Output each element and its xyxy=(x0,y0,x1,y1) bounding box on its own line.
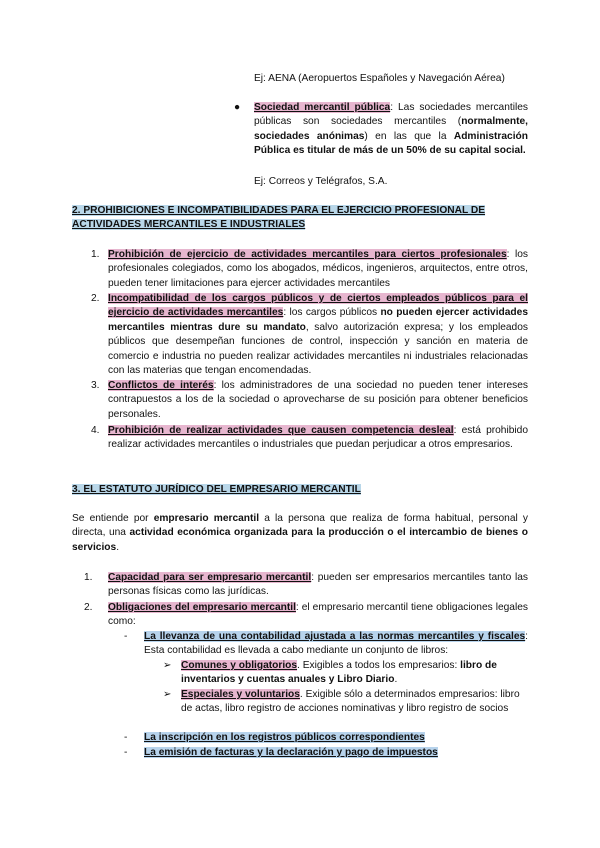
section-3-heading xyxy=(72,483,528,497)
sociedad-mercantil-publica-paragraph xyxy=(254,101,528,159)
item-text-2: , salvo autorización expresa; y los empleados públicos que desempeñan funciones de control, inspección y sanción en materia de comercio e industria no pueden realizar actividades mercantiles ni industriales relacionadas con las materias que tengan encomendadas. xyxy=(108,321,528,377)
sub-item-title: La emisión de facturas y la declaración y pago de impuestos xyxy=(144,747,438,758)
sub-item-text: : Esta contabilidad es llevada a cabo mediante un conjunto de libros: xyxy=(144,631,528,657)
section-2-heading xyxy=(72,204,528,232)
item-number: 2. xyxy=(84,602,93,613)
sub-item-facturas xyxy=(144,746,528,760)
item-number: 3. xyxy=(91,380,100,391)
arrow-item-text: . Exigible sólo a determinados empresarios: libro de actas, libro registro de acciones nominativas y libro registro de socios xyxy=(181,689,520,715)
arrow-item-especiales xyxy=(181,688,528,717)
sub-item-title: La llevanza de una contabilidad ajustada a las normas mercantiles y fiscales xyxy=(144,631,526,642)
spm-title: Sociedad mercantil pública xyxy=(254,102,391,113)
sub-item-contabilidad xyxy=(144,630,528,659)
spm-bold-2: Administración Pública es titular de más de un 50% de su capital social. xyxy=(254,130,528,157)
dash-marker: - xyxy=(124,631,128,642)
intro-bold: empresario mercantil xyxy=(153,513,260,524)
item-title: Obligaciones del empresario mercantil xyxy=(108,602,296,613)
item-text: : el empresario mercantil tiene obligaciones legales como: xyxy=(108,602,528,628)
example-aena: Ej: AENA (Aeropuertos Españoles y Navegación Aérea) xyxy=(254,73,505,84)
item-text: : está prohibido realizar actividades mercantiles o industriales que puedan perjudicar a otros empresarios. xyxy=(108,425,528,451)
spm-text-2: ) en las que la xyxy=(364,130,454,142)
intro-end: . xyxy=(116,541,120,553)
item-title: Capacidad para ser empresario mercantil xyxy=(108,572,312,583)
sub-item-title: La inscripción en los registros públicos correspondientes xyxy=(144,732,425,743)
arrow-item-text: . Exigibles a todos los empresarios: xyxy=(297,660,461,671)
arrow-item-comunes xyxy=(181,659,528,688)
item-number: 4. xyxy=(91,425,100,436)
arrow-icon: ➢ xyxy=(163,689,172,700)
bullet-icon: ● xyxy=(234,102,241,113)
item-title: Prohibición de ejercicio de actividades mercantiles para ciertos profesionales xyxy=(108,249,507,260)
arrow-icon: ➢ xyxy=(163,660,172,671)
item-text: : pueden ser empresarios mercantiles tanto las personas físicas como las jurídicas. xyxy=(108,572,528,598)
list-item-capacidad xyxy=(108,571,528,600)
spm-bold: normalmente, sociedades anónimas xyxy=(254,116,528,142)
intro-bold-2: actividad económica organizada para la producción o el intercambio de bienes o servicios xyxy=(72,527,528,553)
list-item-obligaciones xyxy=(108,601,528,630)
arrow-item-bold: libro de inventarios y cuentas anuales y Libro Diario xyxy=(181,660,497,686)
list-item-conflictos xyxy=(108,379,528,422)
section-3-intro xyxy=(72,512,528,555)
list-item-competencia-desleal xyxy=(108,424,528,453)
item-text: : los cargos públicos xyxy=(283,307,381,319)
item-text: : los profesionales colegiados, como los abogados, médicos, ingenieros, arquitectos, entre otros, pueden tener limitaciones para ejercer actividades mercantiles xyxy=(108,249,528,289)
item-bold: no pueden ejercer actividades mercantiles mientras dure su mandato xyxy=(108,307,528,333)
spm-text: : Las sociedades mercantiles públicas son sociedades mercantiles ( xyxy=(254,102,528,128)
item-number: 1. xyxy=(84,572,93,583)
section-2-heading-text: 2. PROHIBICIONES E INCOMPATIBILIDADES PARA EL EJERCICIO PROFESIONAL DE ACTIVIDADES MERCANTILES E INDUSTRIALES xyxy=(72,205,486,231)
item-title: Conflictos de interés xyxy=(108,380,214,391)
sub-item-inscripcion xyxy=(144,731,528,745)
item-text: : los administradores de una sociedad no pueden tener intereses contrapuestos a los de la sociedad o aprovecharse de su posición para obtener beneficios personales. xyxy=(108,380,529,420)
intro-text-2: a la persona que realiza de forma habitual, personal y directa, una xyxy=(72,513,528,539)
intro-text: Se entiende por xyxy=(72,513,154,524)
arrow-item-title: Especiales y voluntarios xyxy=(181,689,300,700)
list-item-incompatibilidad xyxy=(108,292,528,378)
item-number: 2. xyxy=(91,293,100,304)
item-title: Incompatibilidad de los cargos públicos y de ciertos empleados públicos para el ejercicio de actividades mercantiles xyxy=(108,293,528,319)
item-title: Prohibición de realizar actividades que causen competencia desleal xyxy=(108,425,454,436)
dash-marker: - xyxy=(124,747,128,758)
section-3-heading-text: 3. EL ESTATUTO JURÍDICO DEL EMPRESARIO MERCANTIL xyxy=(72,484,361,495)
list-item-prohibicion xyxy=(108,248,528,291)
item-number: 1. xyxy=(91,249,100,260)
arrow-item-title: Comunes y obligatorios xyxy=(181,660,298,671)
dash-marker: - xyxy=(124,732,128,743)
example-correos: Ej: Correos y Telégrafos, S.A. xyxy=(254,176,388,187)
arrow-item-end: . xyxy=(394,674,398,686)
